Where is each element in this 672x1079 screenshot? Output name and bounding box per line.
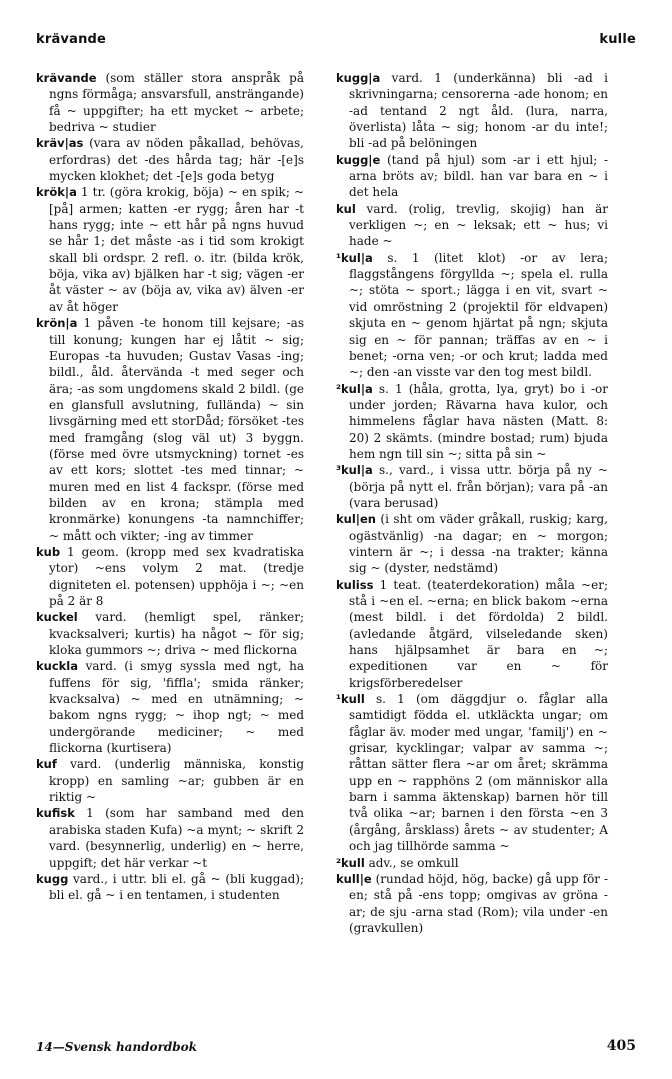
headword: krävande bbox=[36, 71, 97, 85]
headword: kub bbox=[36, 544, 61, 559]
headword: kull|e bbox=[336, 871, 372, 886]
dictionary-entry bbox=[336, 691, 608, 854]
dictionary-entry bbox=[36, 756, 304, 805]
definition-text: (i sht om väder gråkall, ruskig; karg, ogästvänlig) -na dagar; en ~ morgon; vintern är ~; i dessa -na trakter; känna sig ~ (dyster, nedstämd) bbox=[349, 512, 608, 576]
dictionary-entry bbox=[36, 805, 304, 870]
headword: kul|en bbox=[336, 512, 376, 527]
headword: kufisk bbox=[36, 806, 75, 821]
headword: ²kull bbox=[336, 855, 365, 870]
definition-text: 1 (som har samband med den arabiska staden Kufa) ~a mynt; ~ skrift 2 vard. (besynnerlig, underlig) en ~ herre, uppgift; det här verkar ~t bbox=[49, 806, 304, 870]
headword: kugg bbox=[36, 871, 69, 886]
headword: kul bbox=[336, 201, 356, 216]
headword: ¹kul|a bbox=[336, 250, 373, 265]
definition-text: s. 1 (litet klot) -or av lera; flaggstångens förgyllda ~; spela el. rulla ~; stöta ~ sport.; lägga i en vit, svart ~ vid omröstning 2 (projektil för eldvapen) skjuta en ~ genom hjärtat på ngn; skjuta sig en ~ för pannan; träffas av en ~ i benet; -orna ven; -or och krut; ladda med ~; den -an visste var den tog mest bildl. bbox=[349, 250, 608, 380]
headword: ²kul|a bbox=[336, 381, 373, 396]
definition-text: 1 tr. (göra krokig, böja) ~ en spik; ~ [på] armen; katten -er rygg; åren har -t hans rygg; inte ~ ett hår på ngns huvud se hår 1; det måste -as i tid som krokigt skall bli ordspr. 2 refl. o. itr. (bilda krök, böja, vika av) bjälken har -t sig; vägen -er åt väster ~ av (böja av, vika av) älven -er av åt höger bbox=[49, 185, 304, 314]
headword: kugg|a bbox=[336, 71, 381, 85]
left-guide-word: krävande bbox=[36, 32, 107, 47]
dictionary-entry bbox=[36, 609, 304, 658]
headword: ³kul|a bbox=[336, 463, 373, 478]
dictionary-entry bbox=[36, 135, 304, 184]
dictionary-entry bbox=[36, 315, 304, 544]
definition-text: adv., se omkull bbox=[364, 855, 459, 870]
headword: kugg|e bbox=[336, 152, 381, 167]
headword: kuliss bbox=[336, 577, 374, 592]
definition-text: vard. (hemligt spel, ränker; kvacksalveri; kurtis) ha något ~ för sig; kloka gummors ~; driva ~ med flickorna bbox=[49, 610, 304, 658]
dictionary-entry bbox=[36, 658, 304, 756]
dictionary-entry bbox=[336, 462, 608, 511]
dictionary-entry bbox=[336, 201, 608, 250]
definition-text: vard. 1 (underkänna) bli -ad i skrivningarna; censorerna -ade honom; en -ad tentand 2 ngt åld. (lura, narra, överlista) låta ~ sig; honom -ar du inte!; bli -ad på belöningen bbox=[349, 71, 608, 151]
dictionary-entry bbox=[336, 855, 608, 871]
definition-text: s. 1 (håla, grotta, lya, gryt) bo i -or under jorden; Rävarna hava kulor, och himmelens fåglar hava nästen (Matt. 8: 20) 2 skämts. (mindre bostad; rum) bjuda hem ngn till sin ~; sitta på sin ~ bbox=[349, 381, 608, 461]
headword: kräv|as bbox=[36, 136, 84, 151]
definition-text: vard. (i smyg syssla med ngt, ha fuffens för sig, 'fiffla'; smida ränker; kvacksalva) ~ med en utnämning; ~ bakom ngns rygg; ~ ihop ngt; ~ med undergörande mediciner; ~ med flickorna (kurtisera) bbox=[49, 659, 304, 756]
headword: krön|a bbox=[36, 316, 78, 331]
dictionary-entry bbox=[336, 511, 608, 576]
definition-text: (vara av nöden påkallad, behövas, erfordras) det -des hårda tag; här -[e]s mycken klokhet; det -[e]s goda betyg bbox=[49, 136, 304, 184]
dictionary-entry bbox=[336, 381, 608, 463]
definition-text: vard. (rolig, trevlig, skojig) han är verkligen ~; en ~ leksak; ett ~ hus; vi hade ~ bbox=[349, 201, 608, 249]
definition-text: s., vard., i vissa uttr. börja på ny ~ (börja på nytt el. från början); vara på -an (vara berusad) bbox=[349, 463, 608, 510]
dictionary-entry bbox=[36, 184, 304, 315]
headword: kuckla bbox=[36, 659, 79, 674]
definition-text: (tand på hjul) som -ar i ett hjul; -arna bröts av; bildl. han var bara en ~ i det hela bbox=[349, 152, 608, 200]
definition-text: (som ställer stora anspråk på ngns förmåga; ansvarsfull, ansträngande) få ~ uppgifter; ha ett mycket ~ arbete; bedriva ~ studier bbox=[49, 71, 304, 135]
definition-text: s. 1 (om däggdjur o. fåglar alla samtidigt födda el. utkläckta ungar; om fåglar äv. moder med ungar, 'familj') en ~ grisar, kycklingar; valpar av samma ~; råttan sätter flera ~ar om året; skrämma upp en ~ rapphöns 2 (om människor alla barn i samma äktenskap) barnen hör till två olika ~ar; barnen i den första ~en 3 (årgång, årsklass) årets ~ av studenter; A och jag tillhörde samma ~ bbox=[349, 692, 608, 854]
page-number: 405 bbox=[606, 1038, 636, 1054]
dictionary-entry bbox=[36, 70, 304, 135]
dictionary-entry bbox=[336, 152, 608, 201]
definition-text: vard., i uttr. bli el. gå ~ (bli kuggad); bli el. gå ~ i en tentamen, i studenten bbox=[49, 871, 304, 903]
headword: ¹kull bbox=[336, 692, 365, 707]
dictionary-entry bbox=[36, 544, 304, 609]
left-column bbox=[36, 70, 304, 904]
printer-signature: 14—Svensk handordbok bbox=[36, 1040, 197, 1054]
definition-text: 1 teat. (teaterdekoration) måla ~er; stå i ~en el. ~erna; en blick bakom ~erna (mest bildl. i det fördolda) 2 bildl. (avledande åtgärd, vilseledande sken) hans hjälpsamhet är bara en ~; expeditionen var en ~ för krigsförberedelser bbox=[349, 577, 608, 690]
dictionary-entry bbox=[336, 577, 608, 691]
right-column bbox=[336, 70, 608, 936]
definition-text: 1 geom. (kropp med sex kvadratiska ytor) ~ens volym 2 mat. (tredje digniteten el. potensen) upphöja i ~; ~en på 2 är 8 bbox=[49, 544, 304, 608]
dictionary-entry bbox=[36, 871, 304, 904]
headword: krök|a bbox=[36, 185, 77, 200]
definition-text: (rundad höjd, hög, backe) gå upp för -en; stå på -ens topp; omgivas av gröna -ar; de sju -arna stad (Rom); vila under -en (gravkullen) bbox=[349, 871, 608, 935]
definition-text: vard. (underlig människa, konstig kropp) en samling ~ar; gubben är en riktig ~ bbox=[49, 757, 304, 805]
right-guide-word: kulle bbox=[599, 32, 636, 47]
dictionary-entry bbox=[336, 70, 608, 152]
dictionary-entry bbox=[336, 871, 608, 936]
definition-text: 1 påven -te honom till kejsare; -as till konung; kungen har ej låtit ~ sig; Europas -ta huvuden; Gustav Vasas -ing; bildl., åld. återvända -t med seger och ära; -as som ungdomens skald 2 bildl. (ge en glansfull avslutning, fullända) ~ sin livsgärning med ett storDåd; försöket -tes med framgång (slog väl ut) 3 byggn. (förse med övre utsmyckning) tornet -es av ett kors; slottet -tes med tinnar; ~ muren med en list 4 fackspr. (förse med bilden av en krona; stämpla med kronmärke) konungens -ta namnchiffer; ~ mått och vikter; -ing av timmer bbox=[49, 316, 304, 543]
dictionary-entry bbox=[336, 250, 608, 381]
headword: kuckel bbox=[36, 610, 78, 625]
headword: kuf bbox=[36, 757, 57, 772]
